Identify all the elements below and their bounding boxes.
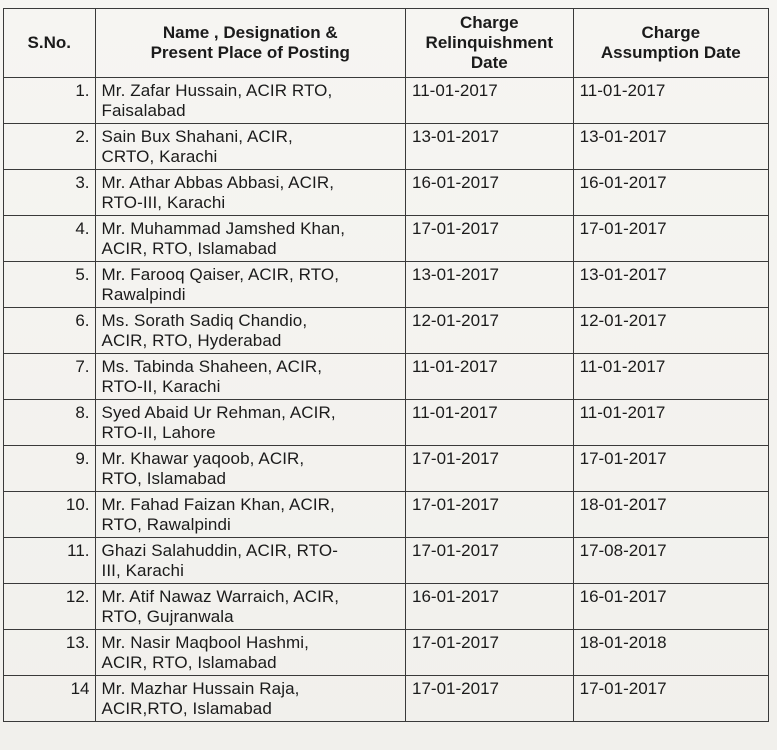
cell-name-designation (95, 262, 406, 308)
table-row (4, 262, 769, 308)
table-row (4, 78, 769, 124)
cell-assumption-date: 18-01-2018 (573, 630, 768, 676)
header-relinquishment-line: Date (470, 53, 508, 72)
table-row (4, 676, 769, 722)
table-row (4, 354, 769, 400)
cell-assumption-date: 11-01-2017 (573, 400, 768, 446)
cell-name-designation (95, 446, 406, 492)
name-line: ACIR, RTO, Hyderabad (101, 331, 282, 350)
cell-sno: 4. (4, 216, 96, 262)
header-sno-label: S.No. (27, 33, 71, 52)
cell-assumption-date: 11-01-2017 (573, 354, 768, 400)
name-line: CRTO, Karachi (101, 147, 218, 166)
header-name-line: Name , Designation & (162, 23, 338, 42)
cell-sno: 14 (4, 676, 96, 722)
cell-relinquishment-date: 17-01-2017 (406, 446, 574, 492)
table-row (4, 400, 769, 446)
name-line: ACIR,RTO, Islamabad (101, 699, 272, 718)
name-line: RTO, Gujranwala (101, 607, 234, 626)
cell-name-designation (95, 170, 406, 216)
name-line: RTO, Rawalpindi (101, 515, 231, 534)
cell-sno: 3. (4, 170, 96, 216)
postings-table (3, 8, 769, 722)
cell-relinquishment-date: 17-01-2017 (406, 216, 574, 262)
cell-sno: 10. (4, 492, 96, 538)
cell-name-designation (95, 216, 406, 262)
cell-sno: 12. (4, 584, 96, 630)
header-relinquishment-line: Charge (460, 13, 519, 32)
header-name-line: Present Place of Posting (150, 43, 350, 62)
name-line: ACIR, RTO, Islamabad (101, 239, 277, 258)
table-row (4, 630, 769, 676)
cell-name-designation (95, 400, 406, 446)
header-name (95, 9, 406, 78)
table-row (4, 538, 769, 584)
name-line: Sain Bux Shahani, ACIR, (101, 127, 293, 146)
name-line: Mr. Muhammad Jamshed Khan, (101, 219, 346, 238)
table-row (4, 492, 769, 538)
name-line: Ms. Sorath Sadiq Chandio, (101, 311, 308, 330)
cell-name-designation (95, 676, 406, 722)
cell-relinquishment-date: 17-01-2017 (406, 492, 574, 538)
name-line: RTO-III, Karachi (101, 193, 226, 212)
name-line: Mr. Zafar Hussain, ACIR RTO, (101, 81, 333, 100)
table-row (4, 446, 769, 492)
table-row (4, 308, 769, 354)
header-relinquishment-line: Relinquishment (425, 33, 554, 52)
cell-relinquishment-date: 17-01-2017 (406, 630, 574, 676)
cell-name-designation (95, 492, 406, 538)
name-line: Mr. Athar Abbas Abbasi, ACIR, (101, 173, 335, 192)
table-row (4, 124, 769, 170)
name-line: RTO-II, Karachi (101, 377, 221, 396)
cell-assumption-date: 17-08-2017 (573, 538, 768, 584)
name-line: RTO-II, Lahore (101, 423, 216, 442)
cell-relinquishment-date: 13-01-2017 (406, 262, 574, 308)
cell-sno: 5. (4, 262, 96, 308)
name-line: Faisalabad (101, 101, 186, 120)
cell-assumption-date: 17-01-2017 (573, 216, 768, 262)
table-body (4, 78, 769, 722)
cell-sno: 2. (4, 124, 96, 170)
name-line: Mr. Mazhar Hussain Raja, (101, 679, 300, 698)
cell-relinquishment-date: 17-01-2017 (406, 676, 574, 722)
cell-assumption-date: 13-01-2017 (573, 262, 768, 308)
table-row (4, 170, 769, 216)
cell-name-designation (95, 78, 406, 124)
cell-sno: 6. (4, 308, 96, 354)
cell-name-designation (95, 630, 406, 676)
cell-sno: 7. (4, 354, 96, 400)
cell-assumption-date: 12-01-2017 (573, 308, 768, 354)
cell-name-designation (95, 354, 406, 400)
header-assumption (573, 9, 768, 78)
cell-sno: 9. (4, 446, 96, 492)
cell-assumption-date: 13-01-2017 (573, 124, 768, 170)
cell-assumption-date: 17-01-2017 (573, 676, 768, 722)
cell-sno: 13. (4, 630, 96, 676)
cell-name-designation (95, 538, 406, 584)
name-line: Mr. Khawar yaqoob, ACIR, (101, 449, 305, 468)
name-line: Ms. Tabinda Shaheen, ACIR, (101, 357, 323, 376)
name-line: RTO, Islamabad (101, 469, 227, 488)
cell-relinquishment-date: 17-01-2017 (406, 538, 574, 584)
cell-relinquishment-date: 11-01-2017 (406, 78, 574, 124)
cell-assumption-date: 17-01-2017 (573, 446, 768, 492)
cell-assumption-date: 16-01-2017 (573, 170, 768, 216)
cell-relinquishment-date: 12-01-2017 (406, 308, 574, 354)
cell-sno: 1. (4, 78, 96, 124)
name-line: Mr. Atif Nawaz Warraich, ACIR, (101, 587, 340, 606)
table-header-row (4, 9, 769, 78)
name-line: Syed Abaid Ur Rehman, ACIR, (101, 403, 336, 422)
cell-sno: 8. (4, 400, 96, 446)
name-line: Mr. Fahad Faizan Khan, ACIR, (101, 495, 335, 514)
name-line: Ghazi Salahuddin, ACIR, RTO- (101, 541, 339, 560)
header-sno (4, 9, 96, 78)
cell-relinquishment-date: 11-01-2017 (406, 400, 574, 446)
cell-assumption-date: 16-01-2017 (573, 584, 768, 630)
table-row (4, 584, 769, 630)
header-assumption-line: Charge (641, 23, 701, 42)
cell-relinquishment-date: 16-01-2017 (406, 584, 574, 630)
cell-relinquishment-date: 16-01-2017 (406, 170, 574, 216)
name-line: III, Karachi (101, 561, 184, 580)
cell-name-designation (95, 308, 406, 354)
name-line: Mr. Farooq Qaiser, ACIR, RTO, (101, 265, 340, 284)
cell-relinquishment-date: 13-01-2017 (406, 124, 574, 170)
name-line: Mr. Nasir Maqbool Hashmi, (101, 633, 310, 652)
table-row (4, 216, 769, 262)
name-line: Rawalpindi (101, 285, 186, 304)
cell-name-designation (95, 124, 406, 170)
header-relinquishment (406, 9, 574, 78)
name-line: ACIR, RTO, Islamabad (101, 653, 277, 672)
cell-sno: 11. (4, 538, 96, 584)
cell-relinquishment-date: 11-01-2017 (406, 354, 574, 400)
cell-name-designation (95, 584, 406, 630)
header-assumption-line: Assumption Date (600, 43, 741, 62)
cell-assumption-date: 18-01-2017 (573, 492, 768, 538)
cell-assumption-date: 11-01-2017 (573, 78, 768, 124)
